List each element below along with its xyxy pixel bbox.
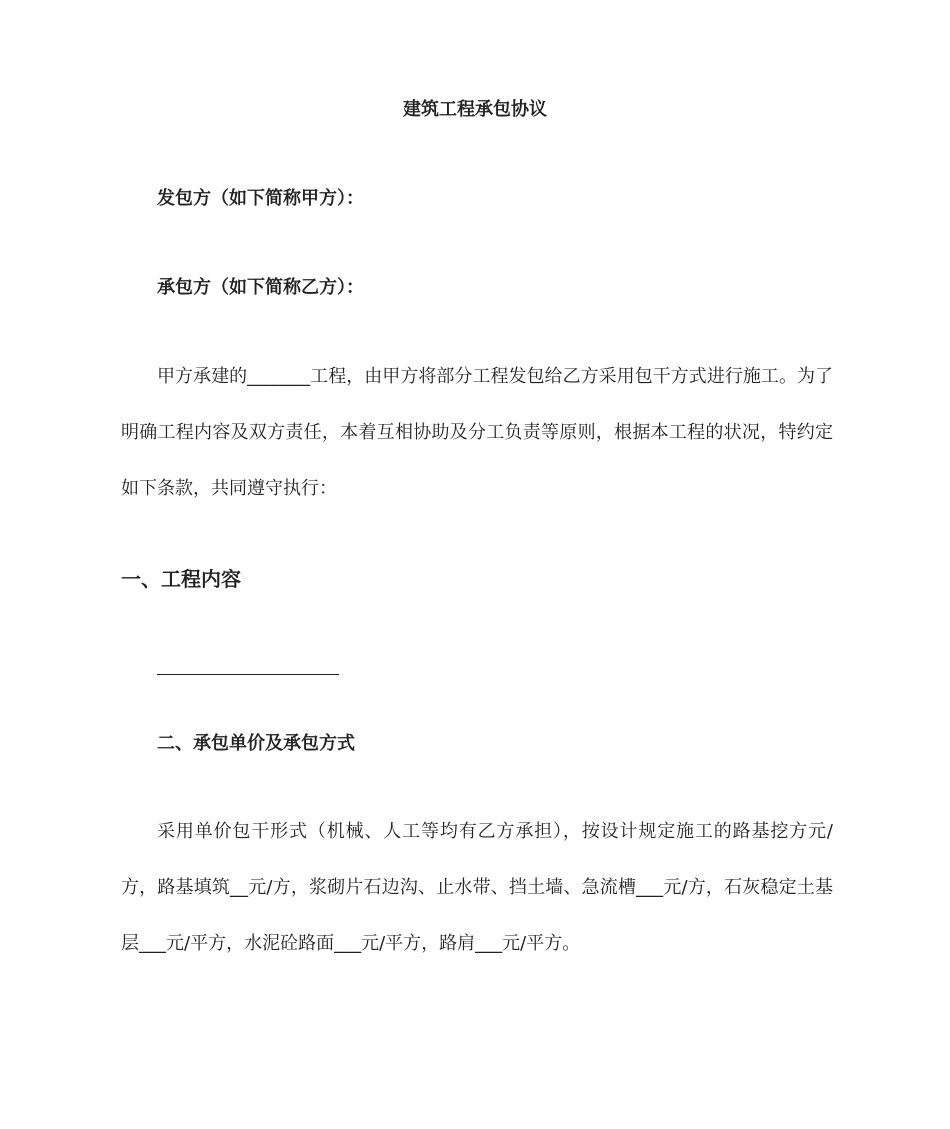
section-2-heading: 二、承包单价及承包方式	[157, 733, 355, 754]
party-a-line: 发包方（如下简称甲方）：	[157, 188, 364, 209]
section-2-paragraph: 采用单价包干形式（机械、人工等均有乙方承担），按设计规定施工的路基挖方元/方，路基填筑__元/方，浆砌片石边沟、止水带、挡土墙、急流槽___元/方，石灰稳定土基层___元/平方，水泥砼路面___元/平方，路肩___元/平方。	[121, 821, 833, 954]
section-1-heading: 一、工程内容	[121, 567, 241, 591]
intro-paragraph: 甲方承建的_______工程，由甲方将部分工程发包给乙方采用包干方式进行施工。为了明确工程内容及双方责任，本着互相协助及分工负责等原则，根据本工程的状况，特约定如下条款，共同遵守执行：	[121, 366, 833, 499]
section-1-blank-line	[157, 674, 339, 675]
party-b-line: 承包方（如下简称乙方）：	[157, 277, 364, 298]
document-title: 建筑工程承包协议	[403, 99, 547, 120]
